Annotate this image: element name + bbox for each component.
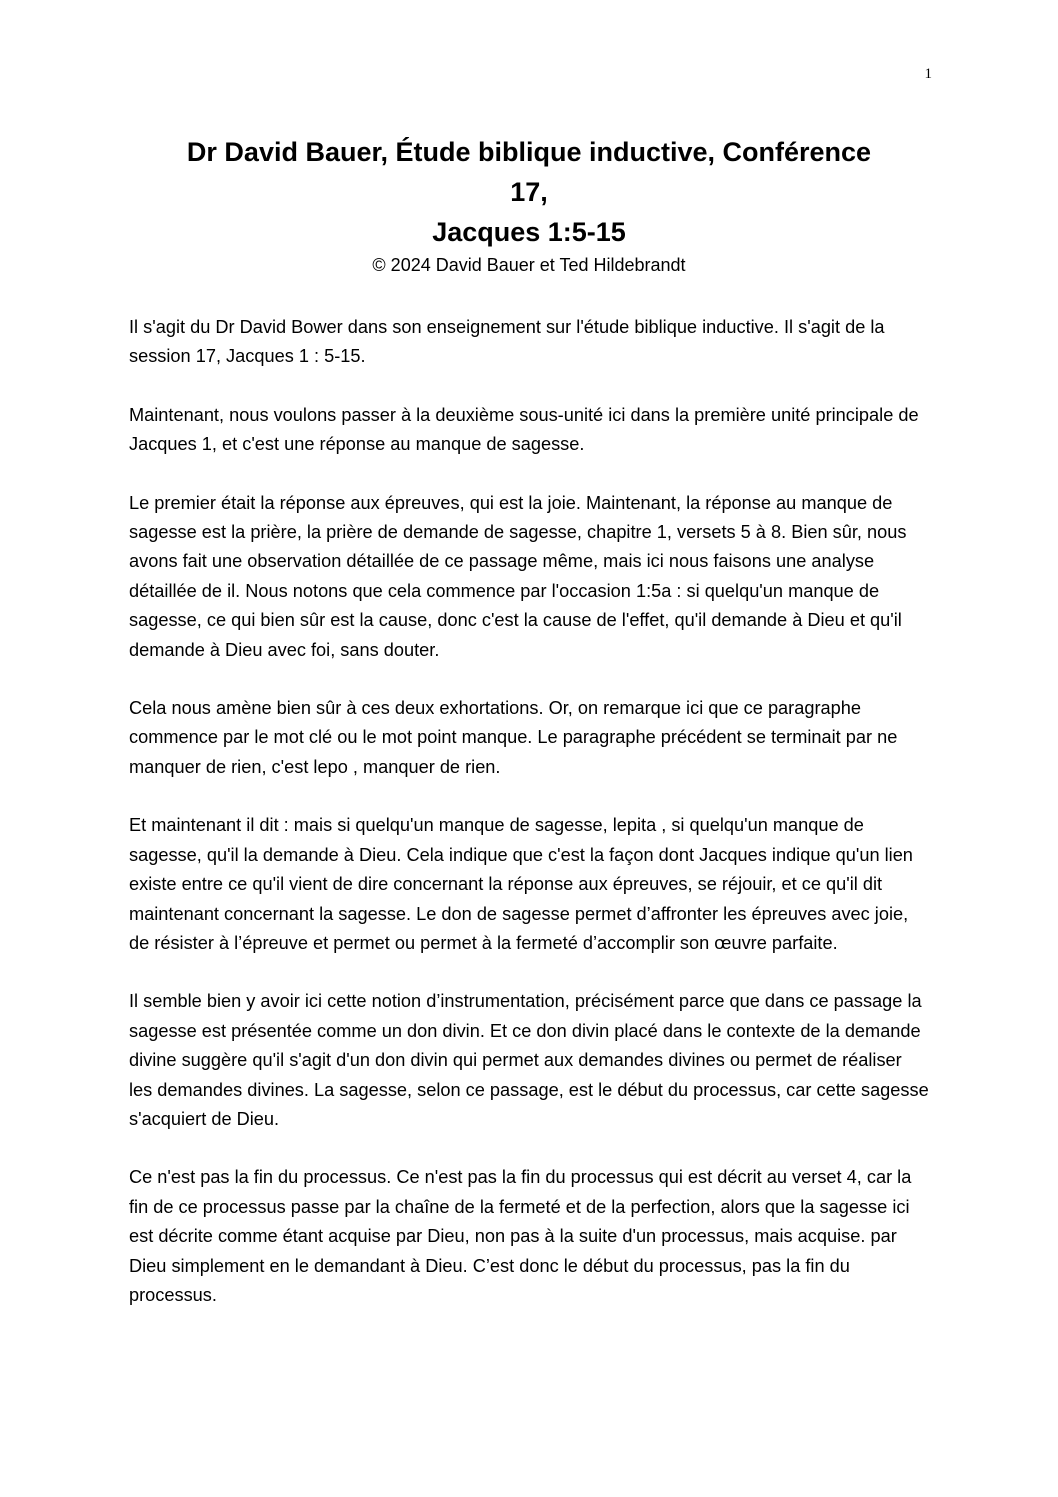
paragraph: Cela nous amène bien sûr à ces deux exhortations. Or, on remarque ici que ce paragraphe commence par le mot clé ou le mot point manque. Le paragraphe précédent se terminait par ne manquer de rien, c'est lepo , manquer de rien. [129, 698, 898, 777]
paragraph: Le premier était la réponse aux épreuves, qui est la joie. Maintenant, la réponse au manque de sagesse est la prière, la prière de demande de sagesse, chapitre 1, versets 5 à 8. Bien sûr, nous avons fait une observation détaillée de ce passage même, mais ici nous faisons une analyse détaillée de il. Nous notons que cela commence par l'occasion 1:5a : si quelqu'un manque de sagesse, ce qui bien sûr est la cause, donc c'est la cause de l'effet, qu'il demande à Dieu et qu'il demande à Dieu avec foi, sans douter. [129, 492, 907, 660]
paragraph: Il semble bien y avoir ici cette notion d’instrumentation, précisément parce que dans ce passage la sagesse est présentée comme un don divin. Et ce don divin placé dans le contexte de la demande divine suggère qu'il s'agit d'un don divin qui permet aux demandes divines ou permet de réaliser les demandes divines. La sagesse, selon ce passage, est le début du processus, car cette sagesse s'acquiert de Dieu. [129, 991, 929, 1129]
copyright-notice: © 2024 David Bauer et Ted Hildebrandt [372, 255, 686, 275]
page-number: 1 [924, 66, 932, 82]
title-line-3: Jacques 1:5-15 [432, 217, 626, 247]
document-header [120, 132, 938, 278]
paragraph: Maintenant, nous voulons passer à la deuxième sous-unité ici dans la première unité principale de Jacques 1, et c'est une réponse au manque de sagesse. [129, 404, 919, 455]
paragraph: Ce n'est pas la fin du processus. Ce n'est pas la fin du processus qui est décrit au verset 4, car la fin de ce processus passe par la chaîne de la fermeté et de la perfection, alors que la sagesse ici est décrite comme étant acquise par Dieu, non pas à la suite d'un processus, mais acquise. par Dieu simplement en le demandant à Dieu. C’est donc le début du processus, pas la fin du processus. [129, 1167, 912, 1305]
title-line-2: 17, [510, 177, 548, 207]
document-body [129, 313, 929, 1339]
title-line-1: Dr David Bauer, Étude biblique inductive, Conférence [186, 137, 872, 167]
paragraph: Il s'agit du Dr David Bower dans son enseignement sur l'étude biblique inductive. Il s'agit de la session 17, Jacques 1 : 5-15. [129, 317, 885, 367]
paragraph: Et maintenant il dit : mais si quelqu'un manque de sagesse, lepita , si quelqu'un manque de sagesse, qu'il la demande à Dieu. Cela indique que c'est la façon dont Jacques indique qu'un lien existe entre ce qu'il vient de dire concernant la réponse aux épreuves, se réjouir, et ce qu'il dit maintenant concernant la sagesse. Le don de sagesse permet d’affronter les épreuves avec joie, de résister à l’épreuve et permet ou permet à la fermeté d’accomplir son œuvre parfaite. [129, 815, 913, 953]
